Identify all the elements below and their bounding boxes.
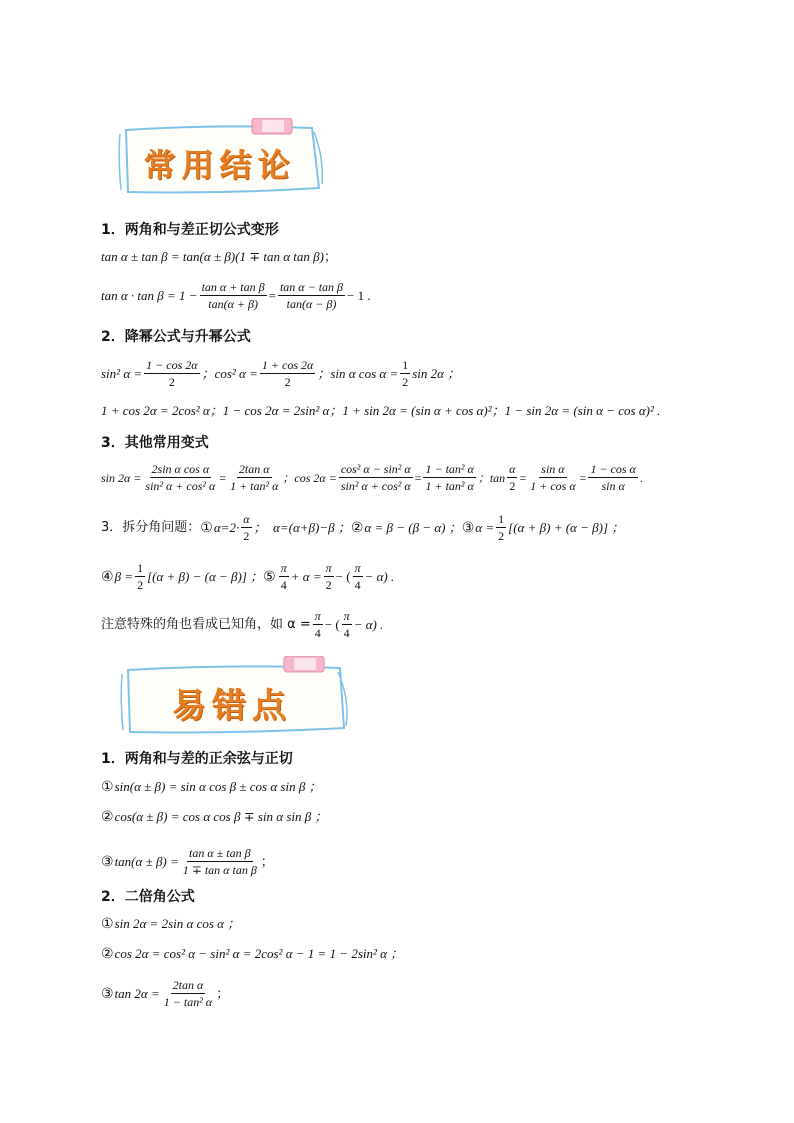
banner-common-conclusions: [112, 118, 327, 200]
section-heading-sum-diff: 1．两角和与差的正余弦与正切: [101, 751, 293, 767]
formula-power-raising: 1 + cos 2α = 2cos² α；1 − cos 2α = 2sin² α；1 + sin 2α = (sin α + cos α)²；1 − sin 2α = (sin α − cos α)² .: [101, 403, 661, 418]
section-heading-double-angle: 2．二倍角公式: [101, 889, 195, 905]
formula-sin-sum: ① sin(α ± β) = sin α cos β ± cos α sin β ；: [101, 779, 322, 795]
formula-sin-double: ① sin 2α = 2sin α cos α ；: [101, 916, 241, 932]
banner-title: 易错点: [172, 686, 292, 726]
formula-tan-sum: ③ tan(α ± β) = $\frac{\text{tan α ± tan β}}{\text{1 ∓ tan α tan β}}$ ；: [101, 846, 274, 877]
formula-split-angle-2: ④ β = $\frac{1}{2}$ [(α + β) − (α − β)] ； ⑤ $\frac{\pi}{4}$ + α = $\frac{\pi}{2}$ − ( $\frac{\pi}{4}$ − α) .: [101, 561, 395, 592]
formula-tan-sum-product: tan α ± tan β = tan(α ± β)(1 ∓ tan α tan β) ；: [101, 249, 337, 264]
note-special-angle: 注意特殊的角也看成已知角，如 α = $\frac{\pi}{4}$ − ( $\frac{\pi}{4}$ − α) .: [101, 609, 384, 640]
formula-tan-double: ③ tan 2α = $\frac{\text{2tan α}}{\text{1 − tan² α}}$ ；: [101, 978, 230, 1009]
banner-common-mistakes: [112, 656, 352, 740]
formula-tan-product: tan α · tan β = 1 − $\frac{\text{tan α + tan β}}{\tan(\alpha + \beta)}$ = $\frac{\text{tan α − tan β}}{\tan(\alpha - \beta)}$ − 1 .: [101, 280, 371, 311]
section-heading-power-reduction: 2．降幂公式与升幂公式: [101, 329, 251, 345]
formula-power-reduction: sin² α = $\frac{1 - \cos 2\alpha}{2}$ ；cos² α = $\frac{1 + \cos 2\alpha}{2}$ ；sin α cos α = $\frac{1}{2}$ sin 2α ；: [101, 358, 461, 389]
section-heading-tan-transform: 1．两角和与差正切公式变形: [101, 222, 279, 238]
formula-cos-double: ② cos 2α = cos² α − sin² α = 2cos² α − 1 = 1 − 2sin² α ；: [101, 946, 404, 962]
section-heading-other-variants: 3．其他常用变式: [101, 435, 209, 451]
formula-cos-sum: ② cos(α ± β) = cos α cos β ∓ sin α sin β ；: [101, 809, 328, 825]
banner-title: 常用结论: [143, 146, 296, 184]
formula-double-angle-variants: sin 2α = $\frac{\text{2sin α cos α}}{\text{sin² α + cos² α}}$ = $\frac{\text{2tan α}}{\text{1 + tan² α}}$ ；cos 2α = $\frac{\text{cos² α − sin² α}}{\text{sin² α + cos² α}}$ = $\frac{\text{1 − tan² α}}{\text{1 + tan² α}}$ ；tan $\frac{\alpha}{2}$ = $\frac{\text{sin α}}{\text{1 + cos α}}$ = $\frac{\text{1 − cos α}}{\text{sin α}}$ .: [101, 462, 643, 493]
formula-split-angle-1: 3．拆分角问题： ① α=2· $\frac{\alpha}{2}$ ； α=(α+β)−β ； ② α = β − (β − α) ； ③ α = $\frac{1}{2}$ [(α + β) + (α − β)] ；: [101, 512, 625, 543]
